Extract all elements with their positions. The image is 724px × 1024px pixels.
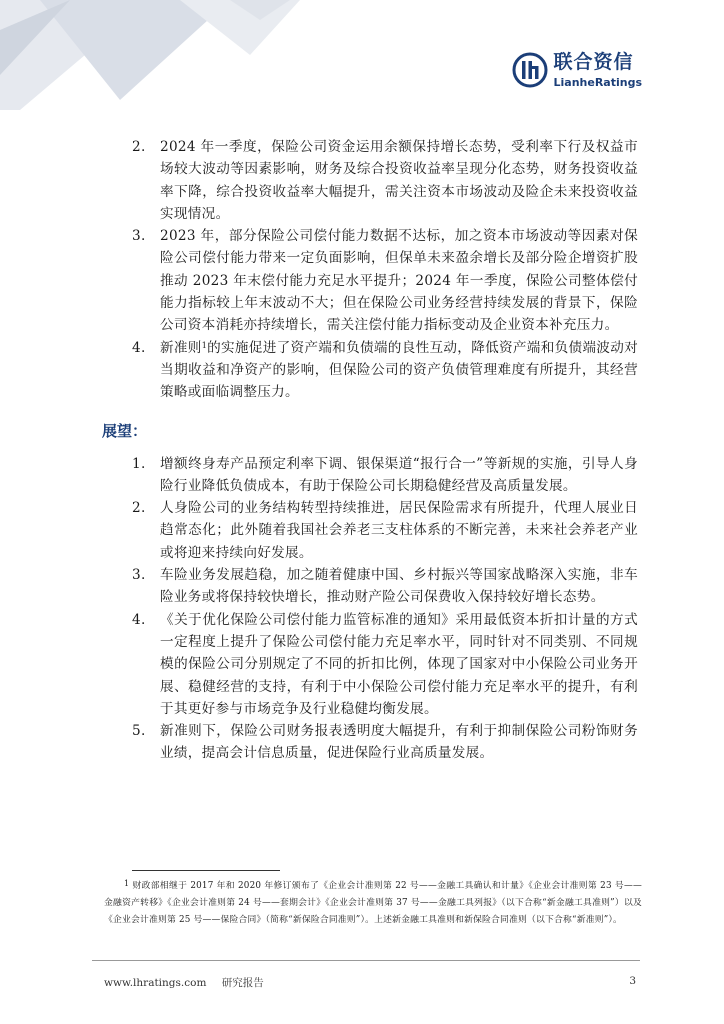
footer-info [104, 975, 276, 990]
item-text: 人身险公司的业务结构转型持续推进，居民保险需求有所提升，代理人展业日趋常态化；此外随着我国社会养老三支柱体系的不断完善，未来社会养老产业或将迎来持续向好发展。 [160, 500, 638, 561]
item-number: 4. [132, 339, 146, 356]
footnote-divider [132, 870, 280, 871]
risk-list [102, 136, 638, 404]
footer-divider [92, 960, 640, 961]
main-content [102, 136, 638, 765]
item-text: 2023 年，部分保险公司偿付能力数据不达标，加之资本市场波动等因素对保险公司偿付能力带来一定负面影响，但保单未来盈余增长及部分险企增资扩股推动 2023 年末偿付能力充足水平提升；2024 年一季度，保险公司整体偿付能力指标较上年末波动不大；但在保险公司业务经营持续发展的背景下，保险公司资本消耗亦持续增长，需关注偿付能力指标变动及企业资本补充压力。 [160, 228, 638, 334]
list-item [102, 337, 638, 404]
footer-website-link[interactable]: www.lhratings.com [104, 977, 207, 989]
item-text: 新准则下，保险公司财务报表透明度大幅提升，有利于抑制保险公司粉饰财务业绩，提高会计信息质量，促进保险行业高质量发展。 [160, 723, 638, 762]
list-item [102, 453, 638, 498]
logo-cn-text: 联合资信 [553, 50, 634, 73]
item-number: 4. [132, 611, 146, 628]
footnote-marker: 1 [124, 879, 130, 888]
item-text: 《关于优化保险公司偿付能力监管标准的通知》采用最低资本折扣计量的方式一定程度上提升了保险公司偿付能力充足率水平，同时针对不同类别、不同规模的保险公司分别规定了不同的折扣比例，体现了国家对中小保险公司业务开展、稳健经营的支持，有利于中小保险公司偿付能力充足率水平的提升，有利于其更好参与市场竞争及行业稳健均衡发展。 [160, 611, 638, 717]
lianhe-logo [512, 52, 643, 88]
lianhe-logo-icon [512, 52, 548, 88]
footnote-ref[interactable]: 1 [201, 340, 208, 350]
item-text: 的实施促进了资产端和负债端的良性互动，降低资产端和负债端波动对当期收益和净资产的影响，但保险公司的资产负债管理难度有所提升，其经营策略或面临调整压力。 [160, 339, 638, 401]
page-number: 3 [629, 975, 636, 987]
list-item [102, 225, 638, 336]
item-number: 3. [132, 228, 146, 245]
list-item [102, 497, 638, 564]
item-text: 增额终身寿产品预定利率下调、银保渠道“报行合一”等新规的实施，引导人身险行业降低负债成本，有助于保险公司长期稳健经营及高质量发展。 [160, 455, 638, 494]
outlook-heading: 展望： [102, 421, 148, 440]
list-item [102, 136, 638, 225]
outlook-list [102, 453, 638, 765]
footer-doc-type: 研究报告 [221, 977, 264, 989]
item-text: 车险业务发展趋稳，加之随着健康中国、乡村振兴等国家战略深入实施，非车险业务或将保持较快增长，推动财产险公司保费收入保持较好增长态势。 [160, 567, 638, 606]
footnote-text: 财政部相继于 2017 年和 2020 年修订颁布了《企业会计准则第 22 号——金融工具确认和计量》《企业会计准则第 23 号——金融资产转移》《企业会计准则第 24 号——套期会计》《企业会计准则第 37 号——金融工具列报》（以下合称“新金融工具准则”）以及《企业会计准则第 25 号——保险合同》（简称“新保险合同准则”）。上述新金融工具准则和新保险合同准则（以下合称“新准则”）。 [104, 881, 643, 925]
item-number: 5. [132, 723, 146, 740]
item-text: 2024 年一季度，保险公司资金运用余额保持增长态势，受利率下行及权益市场较大波动等因素影响，财务及综合投资收益率呈现分化态势，财务投资收益率下降，综合投资收益率大幅提升，需关注资本市场波动及险企未来投资收益实现情况。 [160, 139, 638, 222]
item-number: 3. [132, 567, 146, 584]
item-text-lead: 新准则 [160, 339, 202, 356]
list-item [102, 720, 638, 765]
item-number: 2. [132, 139, 146, 155]
list-item [102, 609, 638, 720]
item-number: 2. [132, 500, 146, 517]
footnote [104, 878, 642, 928]
logo-en-text: LianheRatings [553, 75, 642, 89]
item-number: 1. [132, 455, 146, 472]
list-item [102, 564, 638, 609]
